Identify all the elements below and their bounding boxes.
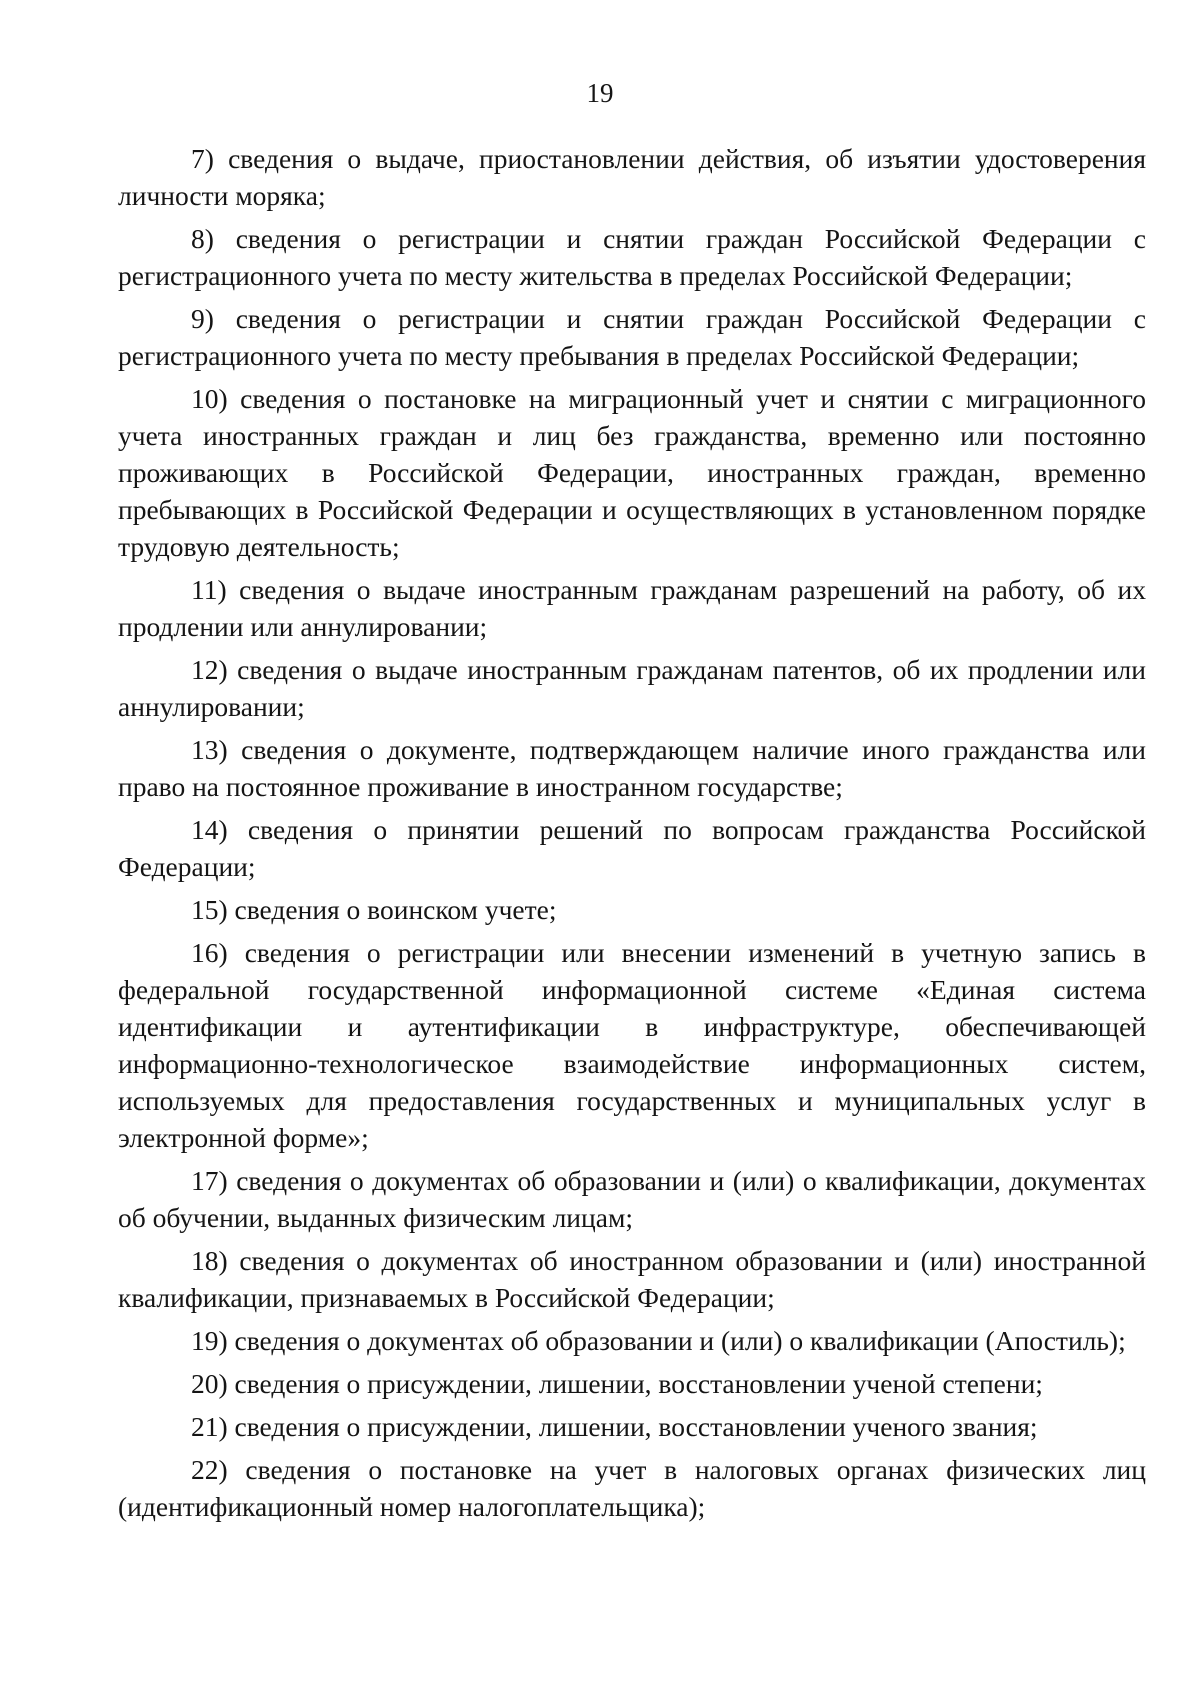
- list-item-14: 14) сведения о принятии решений по вопросам гражданства Российской Федерации;: [118, 814, 1146, 882]
- list-item-15: 15) сведения о воинском учете;: [191, 894, 557, 925]
- list-item-16: 16) сведения о регистрации или внесении изменений в учетную запись в федеральной государственной информационной системе «Единая система идентификации и аутентификации в инфраструктуре, обеспечивающей информационно-технологическое взаимодействие информационных систем, используемых для предоставления государственных и муниципальных услуг в электронной форме»;: [118, 937, 1146, 1153]
- list-item-12: 12) сведения о выдаче иностранным гражданам патентов, об их продлении или аннулировании;: [118, 654, 1146, 722]
- list-item-7: 7) сведения о выдаче, приостановлении действия, об изъятии удостоверения личности моряка;: [118, 143, 1146, 211]
- list-item-19: 19) сведения о документах об образовании и (или) о квалификации (Апостиль);: [191, 1325, 1126, 1356]
- list-item-21: 21) сведения о присуждении, лишении, восстановлении ученого звания;: [191, 1411, 1038, 1442]
- page-number: 19: [586, 78, 614, 108]
- list-item-18: 18) сведения о документах об иностранном образовании и (или) иностранной квалификации, признаваемых в Российской Федерации;: [118, 1245, 1146, 1313]
- list-item-22: 22) сведения о постановке на учет в налоговых органах физических лиц (идентификационный номер налогоплательщика);: [118, 1454, 1146, 1522]
- list-item-17: 17) сведения о документах об образовании и (или) о квалификации, документах об обучении, выданных физическим лицам;: [118, 1165, 1146, 1233]
- list-item-20: 20) сведения о присуждении, лишении, восстановлении ученой степени;: [191, 1368, 1043, 1399]
- list-item-11: 11) сведения о выдаче иностранным гражданам разрешений на работу, об их продлении или аннулировании;: [118, 574, 1146, 642]
- list-item-8: 8) сведения о регистрации и снятии граждан Российской Федерации с регистрационного учета по месту жительства в пределах Российской Федерации;: [118, 223, 1146, 291]
- list-item-9: 9) сведения о регистрации и снятии граждан Российской Федерации с регистрационного учета по месту пребывания в пределах Российской Федерации;: [118, 303, 1146, 371]
- document-body: [118, 140, 1146, 1531]
- list-item-10: 10) сведения о постановке на миграционный учет и снятии с миграционного учета иностранных граждан и лиц без гражданства, временно или постоянно проживающих в Российской Федерации, иностранных граждан, временно пребывающих в Российской Федерации и осуществляющих в установленном порядке трудовую деятельность;: [118, 383, 1146, 562]
- list-item-13: 13) сведения о документе, подтверждающем наличие иного гражданства или право на постоянное проживание в иностранном государстве;: [118, 734, 1146, 802]
